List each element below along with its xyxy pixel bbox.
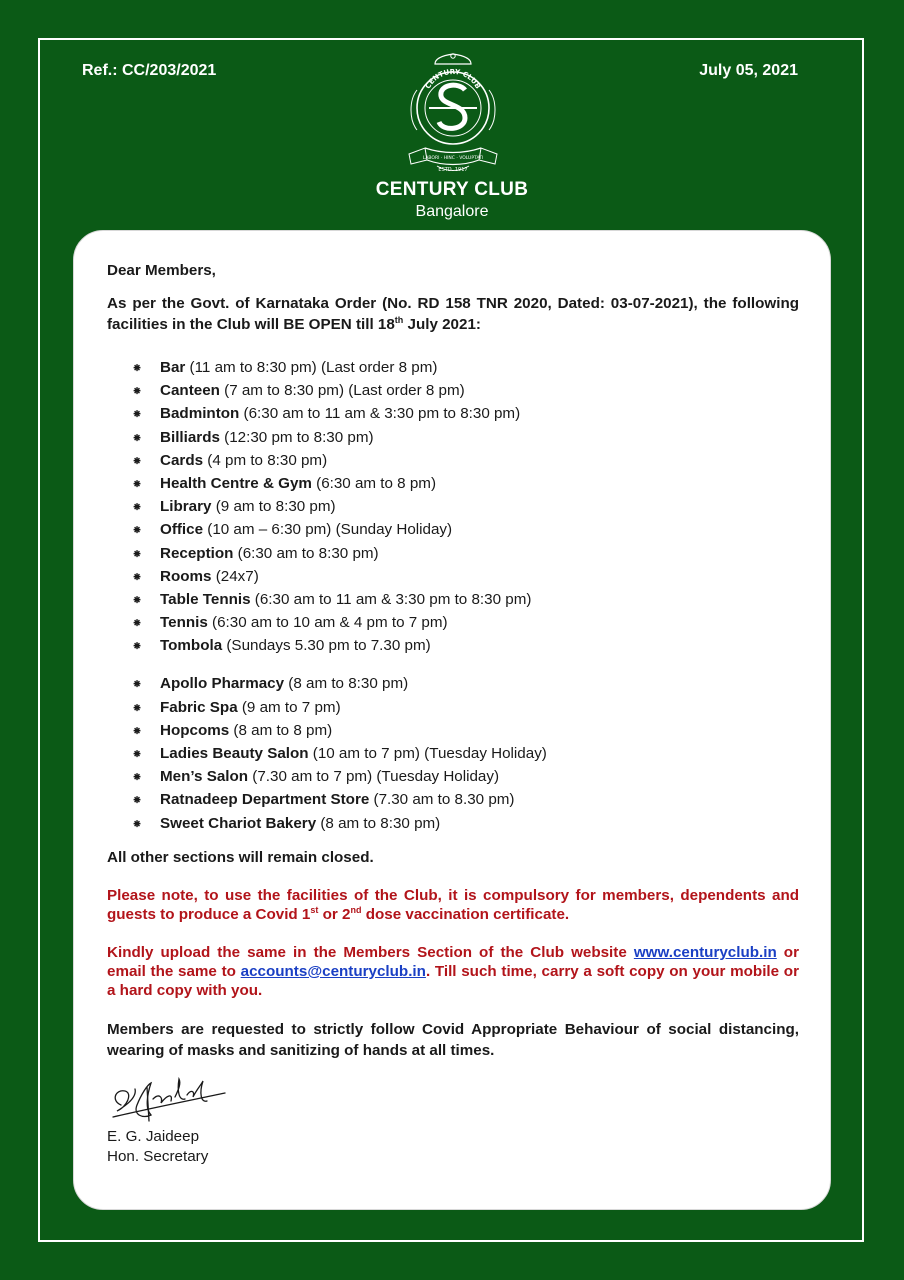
facility-item: [107, 634, 799, 657]
facility-name: Canteen: [160, 382, 220, 400]
facility-name: Badminton: [160, 405, 240, 423]
bullet-icon: ⁕: [132, 523, 143, 538]
bullet-icon: ⁕: [132, 616, 143, 631]
intro-text: As per the Govt. of Karnataka Order (No. RD 158 TNR 2020, Dated: 03-07-2021), the following facilities in the Club will BE OPEN till 18: [107, 295, 799, 333]
bullet-icon: ⁕: [132, 546, 143, 561]
facility-item: [107, 719, 799, 742]
bullet-icon: ⁕: [132, 723, 143, 738]
facility-name: Library: [160, 498, 212, 516]
note-superscript-1: st: [310, 904, 319, 915]
facility-item: [107, 379, 799, 402]
facility-item: [107, 542, 799, 565]
facility-name: Ladies Beauty Salon: [160, 745, 309, 762]
facility-item: [107, 356, 799, 379]
facility-item: [107, 765, 799, 788]
facility-name: Fabric Spa: [160, 698, 238, 716]
bullet-icon: ⁕: [132, 500, 143, 515]
facilities-list-club: [107, 356, 799, 657]
closed-notice: All other sections will remain closed.: [107, 848, 374, 866]
facility-hours: (9 am to 7 pm): [237, 698, 341, 716]
facility-item: [107, 426, 799, 449]
facility-hours: (7.30 am to 7 pm) (Tuesday Holiday): [248, 768, 500, 786]
facility-name: Men’s Salon: [160, 768, 249, 786]
bullet-icon: ⁕: [132, 747, 143, 761]
club-name: CENTURY CLUB: [375, 179, 529, 200]
bullet-icon: ⁕: [132, 677, 143, 692]
upload-text-mid: or email the same to: [107, 943, 799, 980]
facility-item: [107, 518, 799, 541]
facility-item: [107, 696, 799, 719]
facility-name: Rooms: [160, 567, 212, 585]
signer-title: Hon. Secretary: [107, 1147, 209, 1165]
upload-text-end: . Till such time, carry a soft copy on your mobile or a hard copy with you.: [107, 962, 799, 999]
intro-paragraph: [107, 293, 799, 335]
facility-item: [107, 672, 799, 695]
facility-item: [107, 449, 799, 472]
facility-name: Reception: [160, 544, 234, 562]
club-city: Bangalore: [415, 203, 489, 220]
club-crest-logo: [403, 50, 503, 176]
facility-name: Health Centre & Gym: [160, 474, 312, 492]
bullet-icon: ⁕: [132, 453, 143, 468]
svg-text:ESTD. 1917: ESTD. 1917: [438, 167, 468, 173]
facility-name: Hopcoms: [160, 721, 230, 739]
list-spacer: [107, 657, 799, 672]
facility-hours: (6:30 am to 11 am & 3:30 pm to 8:30 pm): [239, 405, 521, 423]
note-text-end: dose vaccination certificate.: [361, 905, 570, 923]
note-text: Please note, to use the facilities of the Club, it is compulsory for members, dependents and guests to produce a Covid 1: [107, 886, 799, 923]
website-link[interactable]: www.centuryclub.in: [633, 943, 777, 961]
facility-item: [107, 812, 799, 835]
note-superscript-2: nd: [350, 904, 362, 915]
facility-item: [107, 565, 799, 588]
bullet-icon: ⁕: [132, 569, 143, 584]
bullet-icon: ⁕: [132, 700, 143, 715]
facility-hours: (Sundays 5.30 pm to 7.30 pm): [222, 637, 431, 655]
bullet-icon: ⁕: [132, 816, 143, 831]
facility-name: Bar: [160, 359, 186, 376]
facility-item: [107, 495, 799, 518]
facility-hours: (11 am to 8:30 pm) (Last order 8 pm): [185, 359, 438, 376]
facility-hours: (9 am to 8:30 pm): [211, 498, 336, 516]
facility-name: Table Tennis: [160, 590, 251, 608]
facility-hours: (10 am – 6:30 pm) (Sunday Holiday): [203, 521, 453, 539]
bullet-icon: ⁕: [132, 639, 143, 654]
facility-name: Tombola: [160, 637, 223, 655]
note-text-mid: or 2: [318, 905, 351, 923]
email-link[interactable]: accounts@centuryclub.in: [240, 962, 426, 980]
facility-item: [107, 588, 799, 611]
facility-hours: (8 am to 8 pm): [229, 721, 333, 739]
facility-hours: (7.30 am to 8.30 pm): [369, 791, 515, 809]
bullet-icon: ⁕: [132, 592, 143, 607]
signer-name: E. G. Jaideep: [107, 1127, 200, 1145]
facilities-list-vendors: [107, 672, 799, 834]
facility-name: Billiards: [160, 428, 220, 446]
facility-name: Apollo Pharmacy: [160, 675, 285, 693]
facility-name: Office: [160, 521, 204, 539]
facility-hours: (24x7): [211, 567, 259, 585]
facility-hours: (6:30 am to 10 am & 4 pm to 7 pm): [207, 614, 448, 632]
bullet-icon: ⁕: [132, 770, 143, 785]
facility-hours: (6:30 am to 8:30 pm): [233, 544, 379, 562]
letter-date: July 05, 2021: [699, 62, 798, 79]
facility-name: Tennis: [160, 614, 208, 632]
vaccination-notice: [107, 886, 799, 924]
bullet-icon: ⁕: [132, 361, 143, 375]
covid-behaviour-request: Members are requested to strictly follow Covid Appropriate Behaviour of social distancing, wearing of masks and sanitizing of hands at all times.: [107, 1020, 799, 1059]
facility-hours: (7 am to 8:30 pm) (Last order 8 pm): [219, 382, 465, 400]
facility-hours: (8 am to 8:30 pm): [284, 675, 409, 693]
facility-name: Ratnadeep Department Store: [160, 791, 370, 809]
intro-superscript: th: [394, 314, 404, 325]
facility-hours: (10 am to 7 pm) (Tuesday Holiday): [308, 745, 547, 762]
bullet-icon: ⁕: [132, 384, 143, 399]
bullet-icon: ⁕: [132, 793, 143, 808]
facility-item: [107, 472, 799, 495]
bullet-icon: ⁕: [132, 476, 143, 491]
facility-hours: (6:30 am to 8 pm): [311, 474, 437, 492]
upload-instructions: [107, 943, 799, 1000]
facility-hours: (6:30 am to 11 am & 3:30 pm to 8:30 pm): [250, 590, 532, 608]
facility-item: [107, 402, 799, 425]
handwritten-signature: [107, 1075, 231, 1125]
bullet-icon: ⁕: [132, 407, 143, 422]
intro-text-end: July 2021:: [403, 316, 481, 333]
facility-item: [107, 788, 799, 811]
bullet-icon: ⁕: [132, 430, 143, 445]
facility-name: Sweet Chariot Bakery: [160, 814, 317, 832]
upload-text: Kindly upload the same in the Members Section of the Club website: [107, 943, 634, 961]
greeting: Dear Members,: [107, 262, 216, 279]
letter-body: [107, 262, 799, 1167]
facility-hours: (12:30 pm to 8:30 pm): [219, 428, 374, 446]
facility-item: [107, 742, 799, 765]
reference-number: Ref.: CC/203/2021: [82, 62, 217, 79]
svg-text:CENTURY CLUB: CENTURY CLUB: [423, 67, 483, 91]
facility-item: [107, 611, 799, 634]
facility-hours: (4 pm to 8:30 pm): [203, 451, 328, 469]
svg-text:LABORI · HINC · VOLUPTATI: LABORI · HINC · VOLUPTATI: [422, 156, 484, 161]
facility-name: Cards: [160, 451, 204, 469]
facility-hours: (8 am to 8:30 pm): [316, 814, 441, 832]
